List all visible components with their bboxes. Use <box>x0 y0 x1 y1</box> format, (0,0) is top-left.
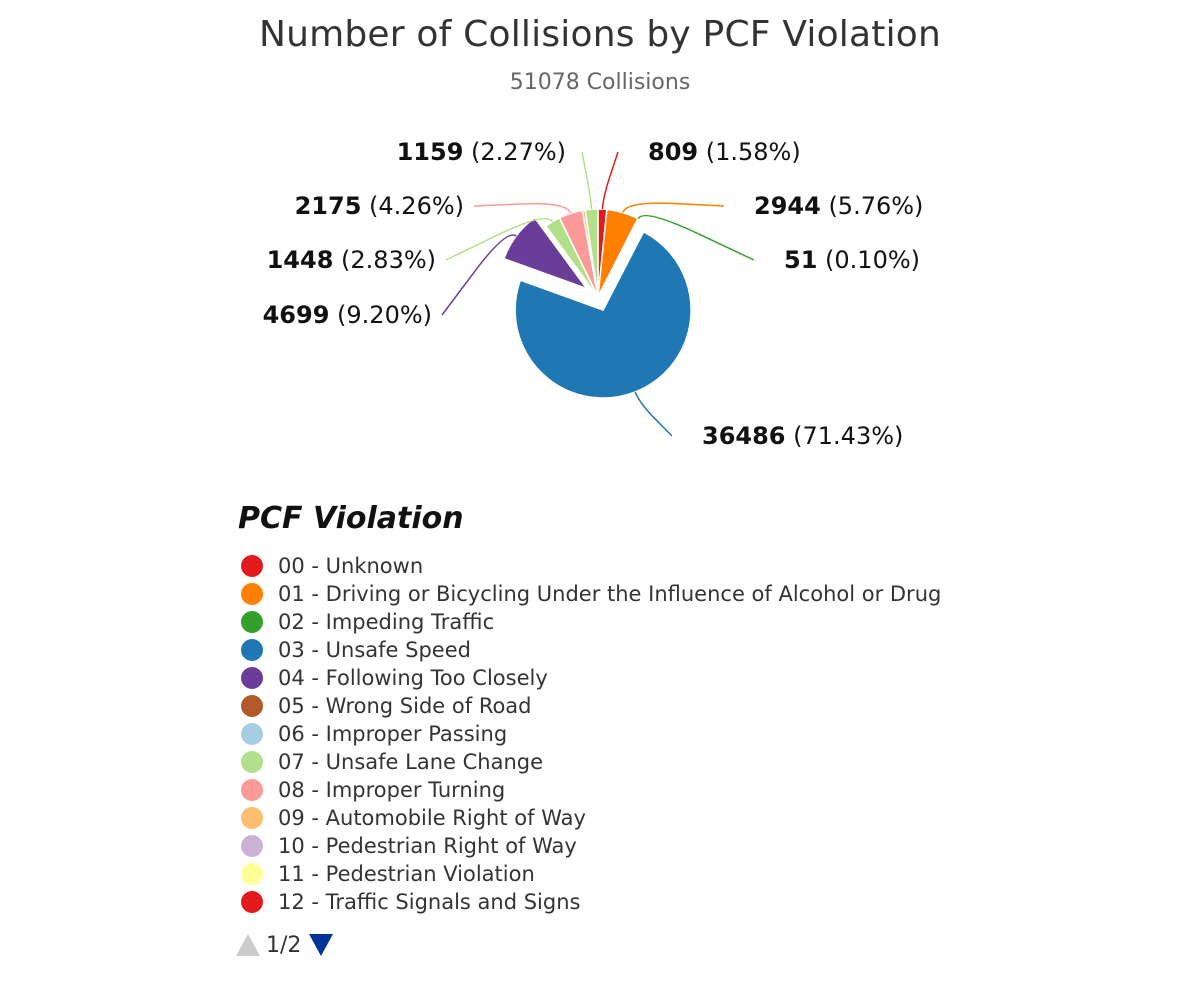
legend-swatch-icon <box>241 639 263 661</box>
legend-swatch-icon <box>241 891 263 913</box>
data-label-percent: (2.27%) <box>471 138 566 166</box>
legend-item[interactable] <box>238 748 978 776</box>
data-label <box>648 138 801 166</box>
data-label-connector <box>623 203 724 212</box>
data-label-percent: (71.43%) <box>793 422 904 450</box>
legend-title: PCF Violation <box>238 501 464 536</box>
chart-title: Number of Collisions by PCF Violation <box>258 14 942 55</box>
data-label <box>702 422 903 450</box>
legend-item[interactable] <box>238 860 978 888</box>
data-label <box>267 246 436 274</box>
legend-swatch-icon <box>241 611 263 633</box>
legend-next-arrow-icon[interactable] <box>309 934 333 956</box>
legend-item-label: 11 - Pedestrian Violation <box>278 862 535 886</box>
data-label <box>784 246 920 274</box>
legend-item[interactable] <box>238 888 978 916</box>
data-label-connector <box>442 235 516 315</box>
data-label <box>397 138 566 166</box>
data-label-percent: (1.58%) <box>705 138 801 166</box>
data-label-percent: (5.76%) <box>828 192 924 220</box>
legend-swatch-icon <box>241 835 263 857</box>
legend-swatch-icon <box>241 667 263 689</box>
legend-item-label: 00 - Unknown <box>278 554 424 578</box>
legend-item[interactable] <box>238 664 978 692</box>
legend-item-label: 06 - Improper Passing <box>278 722 508 746</box>
data-label-value: 1448 <box>266 246 334 274</box>
legend-swatch-icon <box>241 751 263 773</box>
legend-item[interactable] <box>238 636 978 664</box>
data-label <box>263 301 432 329</box>
legend <box>238 500 978 960</box>
legend-item-label: 01 - Driving or Bicycling Under the Influence of Alcohol or Drug <box>278 582 942 606</box>
legend-swatch-icon <box>241 723 263 745</box>
data-label <box>754 192 923 220</box>
legend-swatch-icon <box>241 555 263 577</box>
legend-swatch-icon <box>241 779 263 801</box>
legend-item[interactable] <box>238 776 978 804</box>
legend-pagination <box>238 930 978 960</box>
legend-item-label: 12 - Traffic Signals and Signs <box>278 890 581 914</box>
data-label-connector <box>635 392 672 436</box>
legend-page-indicator: 1/2 <box>266 932 302 958</box>
data-label-value: 2944 <box>754 192 821 220</box>
data-label-connector <box>474 204 571 214</box>
chart-subtitle: 51078 Collisions <box>509 70 691 95</box>
legend-item[interactable] <box>238 608 978 636</box>
legend-swatch-icon <box>241 695 263 717</box>
legend-item[interactable] <box>238 804 978 832</box>
legend-prev-arrow-icon[interactable] <box>236 934 260 956</box>
legend-item[interactable] <box>238 580 978 608</box>
legend-swatch-icon <box>241 807 263 829</box>
data-label-connector <box>582 152 592 209</box>
legend-item-label: 05 - Wrong Side of Road <box>278 694 532 718</box>
legend-item[interactable] <box>238 720 978 748</box>
pie-chart <box>0 0 1200 490</box>
legend-items <box>238 552 978 916</box>
legend-item[interactable] <box>238 552 978 580</box>
data-label-value: 1159 <box>396 138 464 166</box>
legend-item-label: 02 - Impeding Traffic <box>278 610 495 634</box>
data-label-value: 36486 <box>702 422 786 450</box>
legend-swatch-icon <box>241 863 263 885</box>
legend-item-label: 08 - Improper Turning <box>278 778 506 802</box>
legend-item-label: 04 - Following Too Closely <box>278 666 548 690</box>
data-label-value: 4699 <box>262 301 330 329</box>
legend-item-label: 10 - Pedestrian Right of Way <box>278 834 577 858</box>
data-label <box>295 192 464 220</box>
legend-item[interactable] <box>238 832 978 860</box>
legend-item[interactable] <box>238 692 978 720</box>
legend-swatch-icon <box>241 583 263 605</box>
data-label-value: 809 <box>648 138 699 166</box>
data-label-percent: (2.83%) <box>341 246 436 274</box>
legend-item-label: 09 - Automobile Right of Way <box>278 806 586 830</box>
legend-item-label: 07 - Unsafe Lane Change <box>278 750 544 774</box>
data-label-connector <box>602 152 618 209</box>
data-label-value: 2175 <box>294 192 362 220</box>
data-label-percent: (0.10%) <box>825 246 921 274</box>
legend-item-label: 03 - Unsafe Speed <box>278 638 471 662</box>
data-label-percent: (9.20%) <box>337 301 432 329</box>
data-label-percent: (4.26%) <box>369 192 464 220</box>
data-label-value: 51 <box>784 246 818 274</box>
